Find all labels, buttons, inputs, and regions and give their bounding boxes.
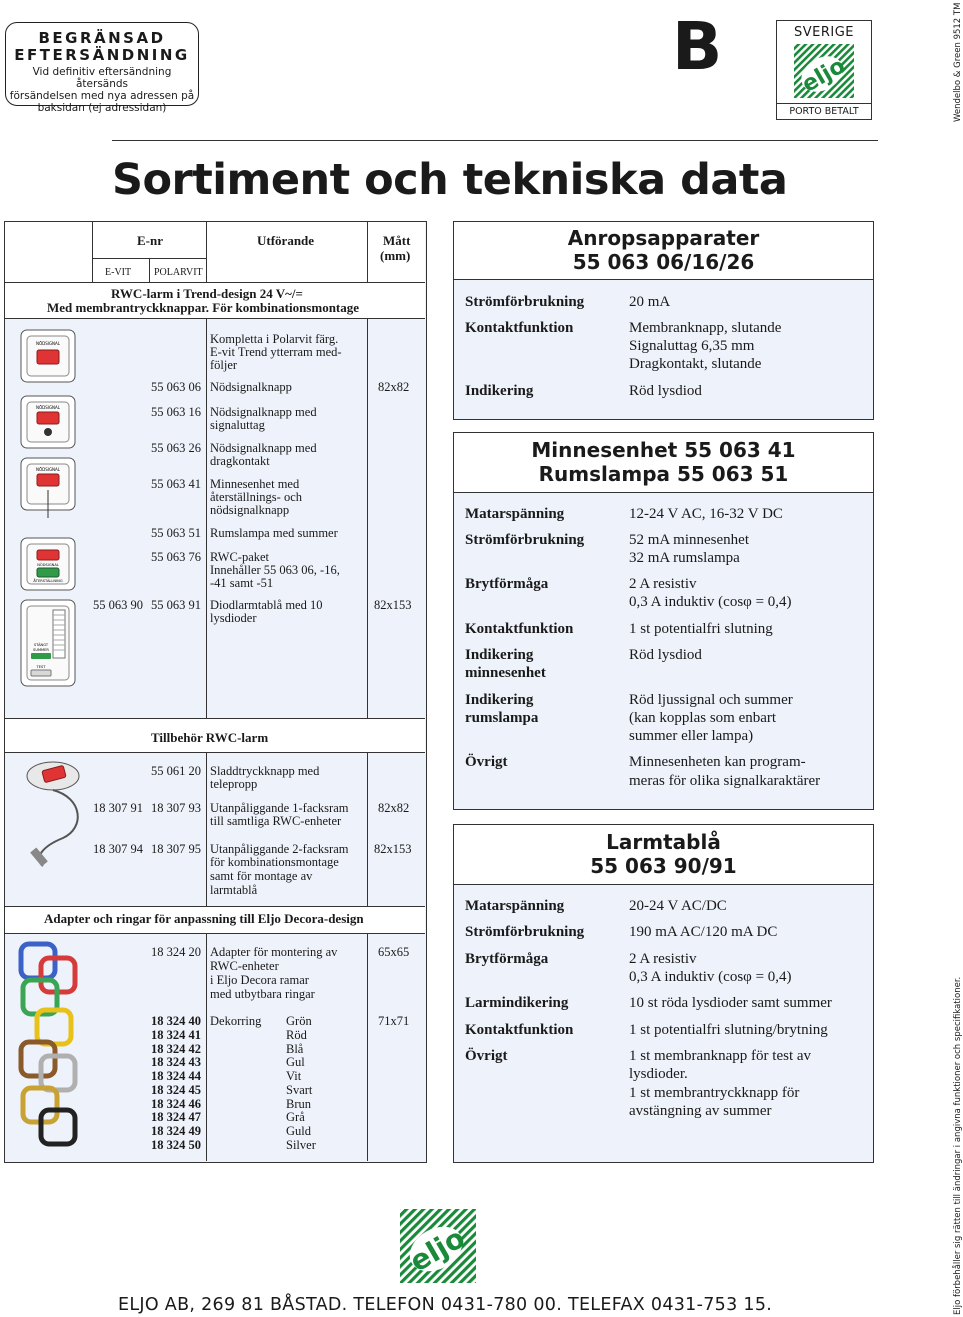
device-label: NÖDSIGNAL bbox=[36, 341, 60, 346]
postage-country: SVERIGE bbox=[793, 25, 854, 40]
row-divider bbox=[92, 258, 206, 259]
ring-number: 18 324 43 bbox=[151, 1055, 201, 1069]
product-desc: Innehåller 55 063 06, -16, bbox=[210, 563, 340, 577]
ring-color: Grå bbox=[286, 1110, 305, 1124]
spec-label: Kontaktfunktion bbox=[465, 621, 574, 637]
ring-color: Guld bbox=[286, 1124, 311, 1138]
spec-value: summer eller lampa) bbox=[629, 728, 754, 744]
ring-number: 18 324 41 bbox=[151, 1028, 201, 1042]
spec-panel-larmtabla bbox=[453, 824, 874, 1163]
spec-label: Brytförmåga bbox=[465, 576, 549, 592]
ring-size: 71x71 bbox=[378, 1014, 410, 1028]
stamp-line-4: försändelsen med nya adressen på bbox=[9, 90, 195, 102]
note-text: Kompletta i Polarvit färg. bbox=[210, 332, 339, 346]
device-label: NÖDSIGNAL bbox=[37, 563, 59, 567]
spec-value: 20-24 V AC/DC bbox=[629, 898, 727, 914]
spec-value: Signaluttag 6,35 mm bbox=[629, 338, 755, 354]
svg-text:eljo: eljo bbox=[404, 1221, 471, 1279]
ring-color: Svart bbox=[286, 1083, 313, 1097]
spec-value: 2 A resistiv bbox=[629, 951, 697, 967]
product-number: 55 063 91 bbox=[151, 598, 201, 612]
col-divider bbox=[206, 752, 207, 906]
product-number: 55 063 51 bbox=[151, 526, 201, 540]
spec-value: Röd ljussignal och summer bbox=[629, 692, 793, 708]
accessory-number: 18 307 93 bbox=[151, 801, 201, 815]
spec-value: 32 mA rumslampa bbox=[629, 550, 740, 566]
panel-subtitle: 55 063 90/91 bbox=[590, 854, 737, 878]
product-desc: dragkontakt bbox=[210, 454, 270, 468]
adapter-desc: i Eljo Decora ramar bbox=[210, 973, 309, 987]
ring-number: 18 324 49 bbox=[151, 1124, 201, 1138]
spec-value: 52 mA minnesenhet bbox=[629, 532, 749, 548]
product-size: 82x153 bbox=[374, 598, 412, 612]
col-header-mm: (mm) bbox=[380, 248, 411, 263]
spec-label: Strömförbrukning bbox=[465, 532, 585, 548]
spec-label: Matarspänning bbox=[465, 506, 565, 522]
note-text: E-vit Trend ytterram med- bbox=[210, 345, 342, 359]
section-title-accessories: Tillbehör RWC-larm bbox=[151, 730, 269, 745]
ring-label: Dekorring bbox=[210, 1014, 262, 1028]
postage-paid: PORTO BETALT bbox=[777, 103, 871, 117]
product-number: 55 063 26 bbox=[151, 441, 201, 455]
accessory-desc: Sladdtryckknapp med bbox=[210, 764, 320, 778]
col-header-enr: E-nr bbox=[137, 233, 163, 248]
spec-value: lysdioder. bbox=[629, 1066, 688, 1082]
spec-label: minnesenhet bbox=[465, 665, 546, 681]
accessory-desc: larmtablå bbox=[210, 883, 258, 897]
postage-mark bbox=[776, 20, 872, 120]
col-header-evit: E-VIT bbox=[105, 267, 132, 278]
product-table bbox=[4, 221, 427, 1163]
ring-number: 18 324 44 bbox=[151, 1069, 201, 1083]
accessory-desc: samt för montage av bbox=[210, 869, 313, 883]
ring-color: Silver bbox=[286, 1138, 316, 1152]
col-divider bbox=[206, 933, 207, 1161]
spec-value: Membranknapp, slutande bbox=[629, 320, 782, 336]
product-number-evit: 55 063 90 bbox=[93, 598, 143, 612]
spec-value: Minnesenheten kan program- bbox=[629, 754, 806, 770]
side-credit-text: Wendelbo & Green 9512 TM bbox=[953, 2, 963, 122]
row-divider bbox=[5, 933, 425, 934]
accessory-number-evit: 18 307 94 bbox=[93, 842, 143, 856]
panel-title: Anropsapparater bbox=[567, 226, 760, 250]
product-size: 82x82 bbox=[378, 380, 410, 394]
col-header-utforande: Utförande bbox=[257, 233, 315, 248]
ring-color: Gul bbox=[286, 1055, 305, 1069]
device-signaluttag-icon bbox=[21, 396, 75, 448]
ring-color: Brun bbox=[286, 1097, 311, 1111]
device-label: ÅTERSTÄLLNING bbox=[33, 579, 63, 583]
spec-value: Röd lysdiod bbox=[629, 383, 702, 399]
product-number: 55 063 06 bbox=[151, 380, 201, 394]
adapter-desc: Adapter för montering av bbox=[210, 945, 338, 959]
ring-number: 18 324 46 bbox=[151, 1097, 201, 1111]
device-larmtabla-icon bbox=[21, 600, 75, 686]
spec-label: Övrigt bbox=[465, 1048, 508, 1064]
product-desc: -41 samt -51 bbox=[210, 576, 274, 590]
spec-value: meras för olika signalkaraktärer bbox=[629, 773, 821, 789]
eljo-logo-icon bbox=[792, 42, 856, 100]
spec-value: Röd lysdiod bbox=[629, 647, 702, 663]
spec-value: 1 st membrantryckknapp för bbox=[629, 1085, 800, 1101]
panel-title: Larmtablå bbox=[606, 830, 721, 854]
spec-value: Dragkontakt, slutande bbox=[629, 356, 762, 372]
adapter-number: 18 324 20 bbox=[151, 945, 201, 959]
panel-subtitle: 55 063 06/16/26 bbox=[572, 250, 755, 274]
spec-label: Indikering bbox=[465, 692, 534, 708]
spec-label: Indikering bbox=[465, 647, 534, 663]
product-number: 55 063 41 bbox=[151, 477, 201, 491]
ring-number: 18 324 47 bbox=[151, 1110, 201, 1124]
device-dragkontakt-icon bbox=[21, 458, 75, 518]
ring-number: 18 324 40 bbox=[151, 1014, 201, 1028]
spec-label: Indikering bbox=[465, 383, 534, 399]
device-label: TEST bbox=[36, 665, 46, 669]
spec-label: Matarspänning bbox=[465, 898, 565, 914]
product-desc: Nödsignalknapp med bbox=[210, 405, 317, 419]
accessory-desc: Utanpåliggande 1-facksram bbox=[210, 801, 349, 815]
device-label: NÖDSIGNAL bbox=[36, 405, 60, 410]
product-desc: Minnesenhet med bbox=[210, 477, 300, 491]
side-disclaimer bbox=[953, 976, 963, 1315]
panel-title: Minnesenhet 55 063 41 bbox=[531, 438, 796, 462]
product-desc: lysdioder bbox=[210, 611, 257, 625]
spec-panel-anropsapparater bbox=[453, 221, 874, 420]
ring-color: Röd bbox=[286, 1028, 307, 1042]
note-text: följer bbox=[210, 358, 238, 372]
spec-value: 0,3 A induktiv (cosφ = 0,4) bbox=[629, 969, 792, 985]
device-illustrations bbox=[17, 328, 79, 688]
product-desc: återställnings- och bbox=[210, 490, 302, 504]
accessory-desc: för kombinationsmontage bbox=[210, 855, 339, 869]
page-title: Sortiment och tekniska data bbox=[112, 155, 788, 205]
stamp-line-5: baksidan (ej adressidan) bbox=[37, 102, 167, 114]
panel-header bbox=[454, 433, 873, 493]
product-number: 55 063 16 bbox=[151, 405, 201, 419]
row-divider bbox=[5, 752, 425, 753]
accessory-size: 82x82 bbox=[378, 801, 410, 815]
col-divider bbox=[367, 933, 368, 1161]
accessory-desc: telepropp bbox=[210, 777, 258, 791]
spec-value: 1 st membranknapp för test av bbox=[629, 1048, 812, 1064]
adapter-desc: med utbytbara ringar bbox=[210, 987, 315, 1001]
col-divider bbox=[367, 318, 368, 718]
accessory-number: 55 061 20 bbox=[151, 764, 201, 778]
device-label: SUMMER bbox=[33, 648, 49, 652]
product-desc: nödsignalknapp bbox=[210, 503, 290, 517]
col-divider bbox=[206, 318, 207, 718]
table-header-bg bbox=[5, 222, 425, 282]
spec-label: Övrigt bbox=[465, 754, 508, 770]
product-desc: RWC-paket bbox=[210, 550, 270, 564]
col-divider bbox=[92, 222, 93, 282]
spec-value: 1 st potentialfri slutning bbox=[629, 621, 773, 637]
spec-value: 1 st potentialfri slutning/brytning bbox=[629, 1022, 828, 1038]
spec-label: Kontaktfunktion bbox=[465, 320, 574, 336]
eljo-logo-icon bbox=[398, 1207, 478, 1285]
row-divider bbox=[5, 318, 425, 319]
category-letter: B bbox=[672, 8, 723, 85]
accessory-number-evit: 18 307 91 bbox=[93, 801, 143, 815]
forwarding-stamp bbox=[5, 22, 199, 114]
header-rule bbox=[112, 140, 878, 141]
ring-number: 18 324 45 bbox=[151, 1083, 201, 1097]
spec-label: Strömförbrukning bbox=[465, 924, 585, 940]
device-label: STÄNGT bbox=[33, 643, 49, 647]
product-number: 55 063 76 bbox=[151, 550, 201, 564]
col-divider bbox=[206, 222, 207, 282]
spec-label: Brytförmåga bbox=[465, 951, 549, 967]
product-desc: Diodlarmtablå med 10 bbox=[210, 598, 323, 612]
ring-color: Grön bbox=[286, 1014, 312, 1028]
ring-color: Vit bbox=[286, 1069, 302, 1083]
side-disclaimer-text: Eljo förbehåller sig rätten till ändringar i angivna funktioner och specifikationer. bbox=[953, 976, 963, 1315]
accessory-size: 82x153 bbox=[374, 842, 412, 856]
device-minnesenhet-icon bbox=[21, 538, 75, 590]
adapter-desc: RWC-enheter bbox=[210, 959, 279, 973]
decor-rings-icon bbox=[13, 938, 95, 1152]
product-desc: Rumslampa med summer bbox=[210, 526, 338, 540]
col-header-polarvit: POLARVIT bbox=[154, 267, 203, 278]
spec-value: 190 mA AC/120 mA DC bbox=[629, 924, 778, 940]
col-header-matt: Mått bbox=[383, 233, 411, 248]
panel-subtitle: Rumslampa 55 063 51 bbox=[538, 462, 789, 486]
accessory-desc: till samtliga RWC-enheter bbox=[210, 814, 342, 828]
device-nodsignal-icon bbox=[21, 330, 75, 382]
accessory-number: 18 307 95 bbox=[151, 842, 201, 856]
col-divider bbox=[149, 258, 150, 282]
col-divider bbox=[367, 222, 368, 282]
panel-header bbox=[454, 825, 873, 885]
section-subtitle: Med membrantryckknappar. För kombinationsmontage bbox=[47, 300, 360, 315]
section-title-adapter: Adapter och ringar för anpassning till Eljo Decora-design bbox=[44, 911, 364, 926]
spec-label: Kontaktfunktion bbox=[465, 1022, 574, 1038]
spec-value: 2 A resistiv bbox=[629, 576, 697, 592]
side-credit bbox=[953, 4, 963, 124]
stamp-line-1: BEGRÄNSAD bbox=[38, 29, 166, 47]
col-divider bbox=[367, 752, 368, 906]
company-address: ELJO AB, 269 81 BÅSTAD. TELEFON 0431-780 00. TELEFAX 0431-753 15. bbox=[118, 1295, 773, 1315]
product-desc: signaluttag bbox=[210, 418, 265, 432]
spec-value: 12-24 V AC, 16-32 V DC bbox=[629, 506, 783, 522]
spec-value: avstängning av summer bbox=[629, 1103, 772, 1119]
product-desc: Nödsignalknapp med bbox=[210, 441, 317, 455]
spec-label: Strömförbrukning bbox=[465, 294, 585, 310]
svg-text:eljo: eljo bbox=[797, 53, 850, 98]
spec-value: 10 st röda lysdioder samt summer bbox=[629, 995, 832, 1011]
cord-pushbutton-icon bbox=[13, 758, 93, 870]
spec-label: rumslampa bbox=[465, 710, 539, 726]
product-desc: Nödsignalknapp bbox=[210, 380, 292, 394]
device-label: NÖDSIGNAL bbox=[36, 467, 60, 472]
stamp-line-3: Vid definitiv eftersändning återsänds bbox=[32, 66, 172, 90]
spec-label: Larmindikering bbox=[465, 995, 569, 1011]
accessory-desc: Utanpåliggande 2-facksram bbox=[210, 842, 349, 856]
spec-panel-minnesenhet bbox=[453, 432, 874, 810]
ring-number: 18 324 50 bbox=[151, 1138, 201, 1152]
spec-value: 0,3 A induktiv (cosφ = 0,4) bbox=[629, 594, 792, 610]
adapter-size: 65x65 bbox=[378, 945, 410, 959]
stamp-line-2: EFTERSÄNDNING bbox=[14, 46, 190, 64]
spec-value: (kan kopplas som enbart bbox=[629, 710, 777, 726]
ring-color: Blå bbox=[286, 1042, 304, 1056]
ring-number: 18 324 42 bbox=[151, 1042, 201, 1056]
spec-value: 20 mA bbox=[629, 294, 671, 310]
panel-header bbox=[454, 222, 873, 280]
section-title: RWC-larm i Trend-design 24 V~/= bbox=[111, 286, 303, 301]
